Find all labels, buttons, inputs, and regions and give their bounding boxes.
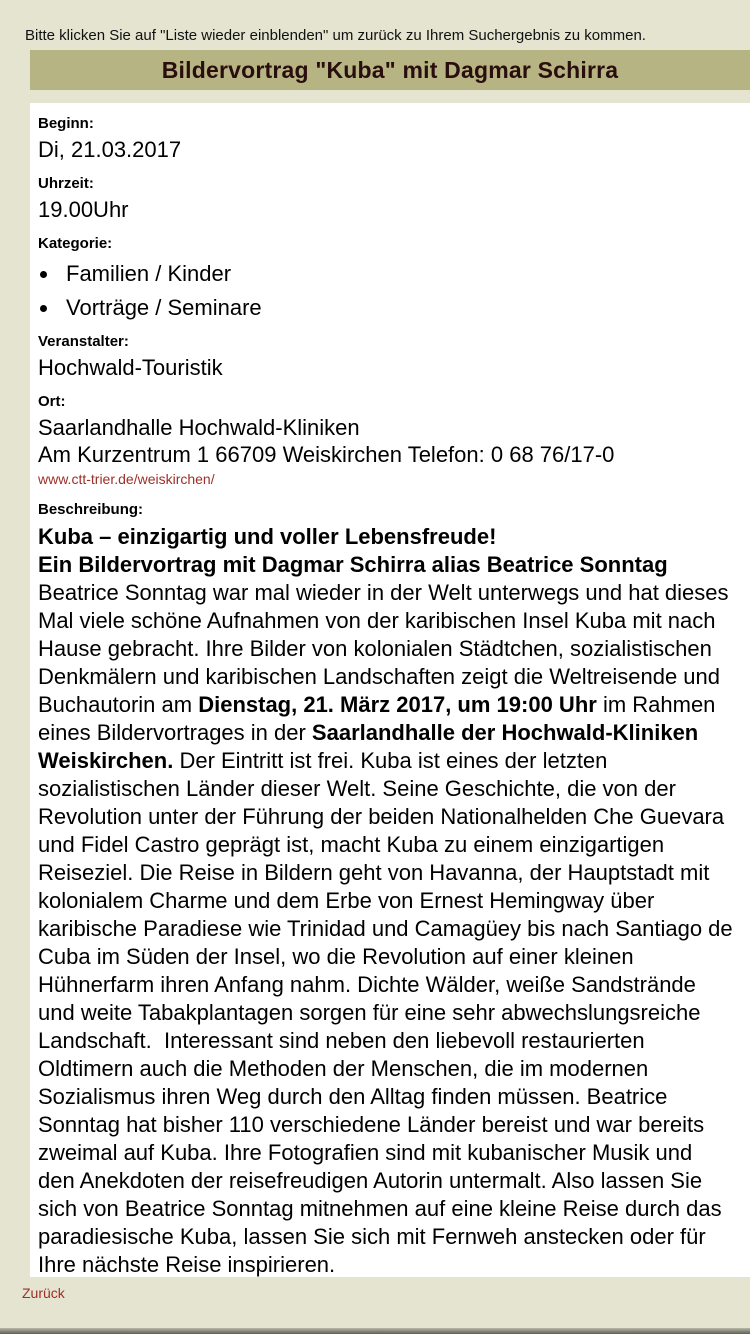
description-segment: Der Eintritt ist frei. Kuba ist eines der letzten sozialistischen Länder dieser Welt. Seine Geschichte, die von der Revolution unter der Führung der beiden Nationalhelden Che Guevara und Fidel Castro geprägt ist, macht Kuba zu einem einzigartigen Reiseziel. Die Reise in Bildern geht von Havanna, der Hauptstadt mit kolonialem Charme und dem Erbe von Ernest Hemingway über karibische Paradiese wie Trinidad und Camagüey bis nach Santiago de Cuba im Süden der Insel, wo die Revolution auf einer kleinen Hühnerfarm ihren Anfang nahm. Dichte Wälder, weiße Sandstrände und weite Tabakplantagen sorgen für eine sehr abwechslungsreiche Landschaft. Interessant sind neben den liebevoll restaurierten Oldtimern auch die Methoden der Menschen, die im modernen Sozialismus ihren Weg durch den Alltag finden müssen. Beatrice Sonntag hat bisher 110 verschiedene Länder bereist und war bereits zweimal auf Kuba. Ihre Fotografien sind mit kubanischer Musik und den Anekdoten der reisefreudigen Autorin untermalt. Also lassen Sie sich von Beatrice Sonntag mitnehmen auf eine kleine Reise durch das paradiesische Kuba, lassen Sie sich mit Fernweh anstecken oder für Ihre nächste Reise inspirieren. bbox=[38, 748, 739, 1277]
beschreibung-label: Beschreibung: bbox=[38, 501, 144, 518]
veranstalter-value: Hochwald-Touristik bbox=[38, 355, 223, 380]
description-segment: Dienstag, 21. März 2017, um 19:00 Uhr bbox=[198, 692, 597, 717]
event-detail-panel bbox=[30, 103, 750, 1277]
category-list bbox=[38, 261, 734, 321]
event-title-bar bbox=[30, 50, 750, 90]
description-segment: im Rahmen eines Bildervortrages in der bbox=[38, 692, 722, 745]
description-body bbox=[38, 579, 739, 1277]
header-gap bbox=[0, 90, 750, 103]
bottom-bar bbox=[0, 1328, 750, 1334]
description-segment: Saarlandhalle der Hochwald-Kliniken Weiskirchen. bbox=[38, 720, 705, 773]
back-link[interactable]: Zurück bbox=[22, 1285, 65, 1301]
description bbox=[38, 523, 739, 1277]
uhrzeit-label: Uhrzeit: bbox=[38, 175, 94, 192]
kategorie-label: Kategorie: bbox=[38, 235, 113, 252]
footer bbox=[0, 1277, 750, 1334]
description-segment: Beatrice Sonntag war mal wieder in der Welt unterwegs und hat dieses Mal viele schöne Aufnahmen von der karibischen Insel Kuba mit nach Hause gebracht. Ihre Bilder von kolonialen Städtchen, sozialistischen Denkmälern und karibischen Landschaften zeigt die Weltreisende und Buchautorin am bbox=[38, 580, 735, 717]
description-heading-1: Kuba – einzigartig und voller Lebensfreude! bbox=[38, 524, 497, 549]
category-item: • Vorträge / Seminare bbox=[60, 295, 734, 321]
ort-label: Ort: bbox=[38, 393, 66, 410]
beginn-label: Beginn: bbox=[38, 115, 94, 132]
veranstalter-label: Veranstalter: bbox=[38, 333, 129, 350]
venue-website-link[interactable]: www.ctt-trier.de/weiskirchen/ bbox=[38, 471, 215, 487]
back-to-results-notice: Bitte klicken Sie auf "Liste wieder einblenden" um zurück zu Ihrem Suchergebnis zu kommen. bbox=[25, 27, 646, 44]
beginn-value: Di, 21.03.2017 bbox=[38, 137, 182, 162]
ort-address: Am Kurzentrum 1 66709 Weiskirchen Telefon: 0 68 76/17-0 bbox=[38, 442, 615, 467]
uhrzeit-value: 19.00Uhr bbox=[38, 197, 129, 222]
description-heading-2: Ein Bildervortrag mit Dagmar Schirra alias Beatrice Sonntag bbox=[38, 552, 668, 577]
page-title: Bildervortrag "Kuba" mit Dagmar Schirra bbox=[161, 56, 619, 83]
ort-venue: Saarlandhalle Hochwald-Kliniken bbox=[38, 415, 360, 440]
category-item: • Familien / Kinder bbox=[60, 261, 734, 287]
